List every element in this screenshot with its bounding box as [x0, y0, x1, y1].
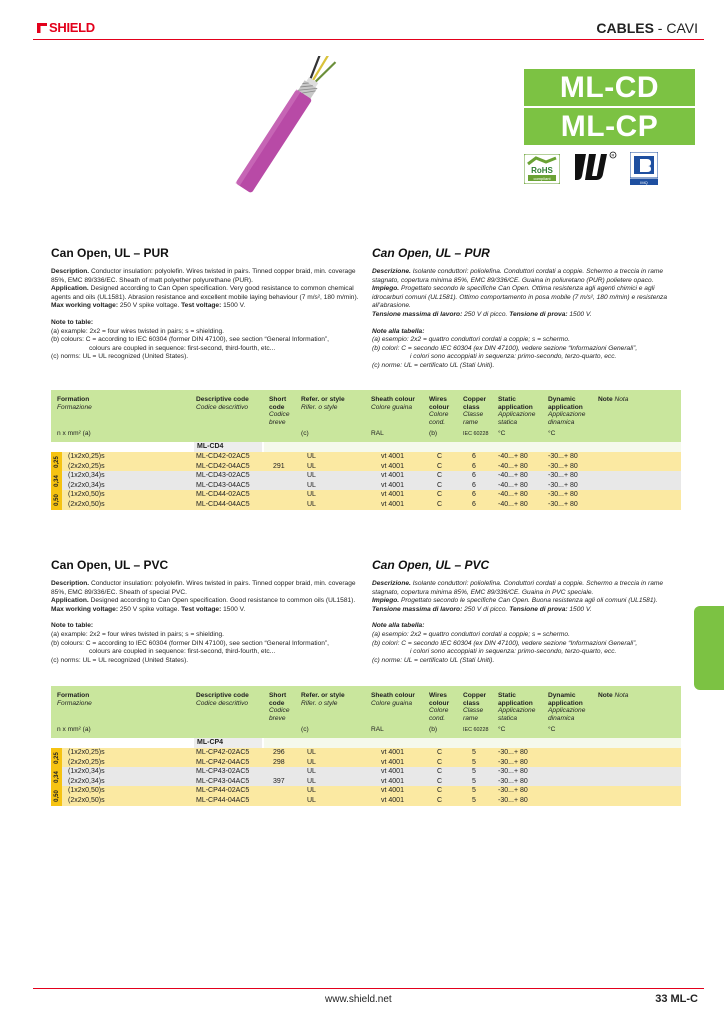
note-a: (a) example: 2x2 = four wires twisted in pairs; s = shielding.: [51, 327, 224, 335]
sec1-body-en: [51, 268, 359, 362]
table-header: [51, 686, 681, 738]
th-code: Descriptive code Codice descrittivo: [196, 692, 249, 707]
mwv-label: Tensione massima di lavoro:: [372, 605, 463, 613]
table-body: [51, 452, 681, 510]
note-c: (c) norme: UL = certificato UL (Stati Uniti).: [372, 361, 495, 369]
cell-formation: (2x2x0,50)s: [68, 500, 105, 508]
cell-code: ML-CD42-02AC5: [196, 453, 250, 460]
desc-label: Description.: [51, 580, 90, 587]
cell-static: -30...+ 80: [498, 768, 528, 776]
app-text: Progettato secondo le specifiche Can Open. Ottima resistenza agli agenti chimici e agli idrocarburi comuni (UL1581). Ottimo comportamento in posa mobile (7 m/s², 180 m/min) e resistenza all’abrasione.: [372, 285, 668, 310]
logo-text: SHIELD: [49, 20, 95, 35]
cell-dynamic: -30...+ 80: [548, 472, 578, 480]
cell-wires: C: [437, 777, 443, 785]
sec1-title-it: Can Open, UL – PUR: [372, 246, 490, 260]
cell-code: ML-CD44-02AC5: [196, 491, 250, 499]
table-row: [51, 777, 681, 787]
cell-formation: (1x2x0,50)s: [68, 491, 105, 499]
note-c: (c) norme: UL = certificato UL (Stati Uniti).: [372, 656, 495, 664]
cell-static: -40...+ 80: [498, 462, 528, 470]
cell-short: 298: [273, 758, 285, 766]
mwv-label: Max working voltage:: [51, 605, 119, 613]
page-number: 33 ML-C: [655, 993, 698, 1005]
tv-text: 1500 V.: [567, 605, 592, 613]
app-label: Application.: [51, 597, 89, 605]
th-static: Static application Applicazione statica: [498, 692, 536, 722]
note-b2: i colori sono accoppiati in sequenza: primo-secondo, terzo-quarto, ecc.: [410, 648, 617, 656]
svg-text:R: R: [611, 152, 615, 158]
cell-sheath: vt 4001: [381, 481, 404, 489]
mwv-text: 250 V spike voltage.: [118, 605, 182, 613]
cell-formation: (1x2x0,34)s: [68, 472, 105, 480]
cell-wires: C: [437, 796, 443, 804]
app-label: Application.: [51, 285, 89, 293]
section-size-label: [51, 452, 62, 471]
cell-sheath: vt 4001: [381, 787, 404, 795]
cell-formation: (2x2x0,25)s: [68, 462, 105, 470]
th-sheath: Sheath colour Colore guaina: [371, 396, 415, 411]
cell-copper: 5: [472, 777, 476, 785]
cell-ref: UL: [307, 472, 316, 480]
category-heading: [596, 20, 698, 36]
table-row: [51, 767, 681, 777]
section-size-text: 0,25: [53, 751, 60, 764]
cell-code: ML-CD43-04AC5: [196, 481, 250, 489]
section-tab[interactable]: [694, 606, 724, 690]
cell-wires: C: [437, 500, 443, 508]
desc-text: Conductor insulation: polyolefin. Wires twisted in pairs. Tinned copper braid, min. coverage 85%, EMC 89/336/EC. Sheath of special PVC.: [51, 580, 356, 596]
mwv-text: 250 V spike voltage.: [118, 302, 182, 310]
tv-label: Test voltage:: [181, 605, 222, 613]
cell-copper: 6: [472, 500, 476, 508]
desc-label: Description.: [51, 268, 90, 275]
sec1-body-it: [372, 268, 682, 371]
cell-ref: UL: [307, 768, 316, 776]
cell-static: -40...+ 80: [498, 491, 528, 499]
cell-copper: 5: [472, 749, 476, 756]
section-size-text: 0,34: [53, 770, 60, 783]
th-code: Descriptive code Codice descrittivo: [196, 396, 249, 411]
desc-text: Isolante conduttori: poliolefina. Conduttori cordati a coppie. Schermo a treccia in rame stagnato, copertura minima 85%, EMC 89/336/CE. Guaina in poliuretano (PUR) polietere opaco.: [372, 268, 664, 284]
cell-sheath: vt 4001: [381, 491, 404, 499]
app-label: Impiego.: [372, 597, 400, 605]
sec2-body-en: [51, 580, 359, 665]
cell-wires: C: [437, 758, 443, 766]
note-a: (a) esempio: 2x2 = quattro conduttori cordati a coppie; s = schermo.: [372, 336, 570, 344]
section-size-text: 0,50: [53, 494, 60, 506]
table-row: [51, 758, 681, 768]
th-dynamic: Dynamic application Applicazione dinamica: [548, 692, 586, 722]
cell-sheath: vt 4001: [381, 758, 404, 766]
unit-sheath: RAL: [371, 430, 384, 437]
th-formation: Formation Formazione: [57, 396, 92, 411]
cell-code: ML-CP43-04AC5: [196, 777, 250, 785]
cell-copper: 5: [472, 768, 476, 776]
th-static: Static application Applicazione statica: [498, 396, 536, 426]
th-short: Short code Codice breve: [269, 396, 290, 426]
cell-static: -30...+ 80: [498, 777, 528, 785]
cell-sheath: vt 4001: [381, 777, 404, 785]
desc-text: Isolante conduttori: poliolefina. Conduttori cordati a coppie. Schermo a treccia in rame stagnato, copertura minima 85%, EMC 89/336/CE. Guaina in PVC speciale.: [372, 580, 664, 596]
cell-ref: UL: [307, 758, 316, 766]
table-row: [51, 452, 681, 462]
unit-dynamic: °C: [548, 430, 556, 437]
title-ml-cd: ML-CD: [524, 69, 695, 106]
family-row: [51, 738, 681, 748]
section-size-text: 0,50: [53, 790, 60, 802]
footer-divider: [33, 988, 704, 989]
cell-ref: UL: [307, 453, 316, 460]
tv-text: 1500 V.: [567, 310, 592, 318]
unit-sheath: RAL: [371, 726, 384, 733]
cell-copper: 6: [472, 491, 476, 499]
imq-text: IMQ: [640, 180, 648, 185]
cell-copper: 5: [472, 796, 476, 804]
family-label: ML-CD4: [197, 443, 224, 450]
cell-wires: C: [437, 749, 443, 756]
cell-wires: C: [437, 787, 443, 795]
cell-formation: (1x2x0,25)s: [68, 749, 105, 756]
th-wires: Wires colour Colore cond.: [429, 396, 450, 426]
th-refer: Refer. or style Rifer. o style: [301, 396, 345, 411]
th-short: Short code Codice breve: [269, 692, 290, 722]
cell-formation: (1x2x0,50)s: [68, 787, 105, 795]
footer-url[interactable]: www.shield.net: [325, 994, 392, 1005]
rohs-text: RoHS: [531, 166, 553, 175]
mwv-label: Max working voltage:: [51, 302, 119, 310]
unit-static: °C: [498, 726, 506, 733]
note-label: Note alla tabella:: [372, 327, 425, 335]
cell-static: -30...+ 80: [498, 787, 528, 795]
mwv-label: Tensione massima di lavoro:: [372, 310, 463, 318]
th-refer: Refer. or style Rifer. o style: [301, 692, 345, 707]
cell-ref: UL: [307, 749, 316, 756]
cell-formation: (2x2x0,34)s: [68, 481, 105, 489]
th-wires: Wires colour Colore cond.: [429, 692, 450, 722]
rohs-sub-text: compliant: [533, 176, 551, 181]
cell-static: -40...+ 80: [498, 472, 528, 480]
cell-sheath: vt 4001: [381, 453, 404, 460]
cell-ref: UL: [307, 462, 316, 470]
section-size-text: 0,34: [53, 474, 60, 487]
tv-label: Tensione di prova:: [509, 310, 568, 318]
th-copper: Copper class Classe rame: [463, 396, 487, 426]
cell-copper: 6: [472, 481, 476, 489]
cell-wires: C: [437, 491, 443, 499]
table-row: [51, 471, 681, 481]
cell-formation: (1x2x0,25)s: [68, 453, 105, 460]
note-b: (b) colours: C = according to IEC 60304 (former DIN 47100), see section “General Information”,: [51, 336, 329, 344]
cell-static: -30...+ 80: [498, 796, 528, 804]
app-text: Progettato secondo le specifiche Can Open. Buona resistenza agli oli comuni (UL1581).: [399, 597, 658, 605]
note-a: (a) esempio: 2x2 = quattro conduttori cordati a coppie; s = schermo.: [372, 630, 570, 638]
shield-logo-mark-icon: [37, 23, 47, 33]
table-ml-cp: [51, 686, 681, 806]
unit-copper: IEC 60228: [463, 727, 489, 733]
section-size-label: [51, 786, 62, 805]
desc-label: Descrizione.: [372, 580, 411, 587]
cell-code: ML-CD43-02AC5: [196, 472, 250, 480]
tv-text: 1500 V.: [221, 302, 246, 310]
sec1-title-en: Can Open, UL – PUR: [51, 246, 169, 260]
tv-label: Test voltage:: [181, 302, 222, 310]
table-row: [51, 786, 681, 796]
note-b: (b) colours: C = according to IEC 60304 (former DIN 47100), see section “General Information”,: [51, 639, 329, 647]
cell-copper: 5: [472, 787, 476, 795]
cell-sheath: vt 4001: [381, 472, 404, 480]
cell-code: ML-CD42-04AC5: [196, 462, 250, 470]
cell-static: -30...+ 80: [498, 749, 528, 756]
cell-wires: C: [437, 472, 443, 480]
mwv-text: 250 V di picco.: [462, 310, 510, 318]
unit-refer: (c): [301, 430, 309, 437]
cell-static: -30...+ 80: [498, 758, 528, 766]
note-b2: i colori sono accoppiati in sequenza: primo-secondo, terzo-quarto, ecc.: [410, 353, 617, 361]
unit-refer: (c): [301, 726, 309, 733]
cell-code: ML-CD44-04AC5: [196, 500, 250, 508]
unit-formation: n x mm² (a): [57, 726, 91, 733]
cable-image: [220, 56, 360, 204]
unit-static: °C: [498, 430, 506, 437]
cell-ref: UL: [307, 777, 316, 785]
shield-logo: [37, 20, 95, 35]
th-sheath: Sheath colour Colore guaina: [371, 692, 415, 707]
cell-sheath: vt 4001: [381, 462, 404, 470]
mwv-text: 250 V di picco.: [462, 605, 510, 613]
note-label: Note to table:: [51, 318, 94, 326]
cell-sheath: vt 4001: [381, 500, 404, 508]
th-note: Note Nota: [598, 692, 629, 699]
cell-formation: (2x2x0,25)s: [68, 758, 105, 766]
cell-dynamic: -30...+ 80: [548, 453, 578, 460]
unit-copper: IEC 60228: [463, 431, 489, 437]
cell-formation: (2x2x0,50)s: [68, 796, 105, 804]
cable-sheath: [235, 89, 312, 193]
note-b2: colours are coupled in sequence: first-second, third-fourth, etc...: [89, 344, 276, 352]
cell-code: ML-CP44-02AC5: [196, 787, 250, 795]
cell-ref: UL: [307, 491, 316, 499]
section-size-label: [51, 471, 62, 490]
cell-sheath: vt 4001: [381, 749, 404, 756]
cell-ref: UL: [307, 500, 316, 508]
th-formation: Formation Formazione: [57, 692, 92, 707]
table-row: [51, 748, 681, 758]
th-note: Note Nota: [598, 396, 629, 403]
table-row: [51, 500, 681, 510]
sec2-body-it: [372, 580, 682, 665]
imq-mark-icon: [630, 152, 658, 186]
note-label: Note to table:: [51, 622, 94, 630]
category-rest: - CAVI: [653, 20, 698, 36]
cell-static: -40...+ 80: [498, 453, 528, 460]
table-body: [51, 748, 681, 806]
cell-short: 296: [273, 749, 285, 756]
cell-dynamic: -30...+ 80: [548, 481, 578, 489]
note-b: (b) colori: C = secondo IEC 60304 (ex DIN 47100), vedere sezione “Informazioni Generali”,: [372, 639, 638, 647]
cell-sheath: vt 4001: [381, 768, 404, 776]
cell-formation: (1x2x0,34)s: [68, 768, 105, 776]
cell-code: ML-CP42-04AC5: [196, 758, 250, 766]
section-size-label: [51, 490, 62, 509]
cell-wires: C: [437, 481, 443, 489]
table-row: [51, 481, 681, 491]
cable-sheath-highlight: [235, 89, 300, 186]
cell-copper: 6: [472, 462, 476, 470]
unit-wires: (b): [429, 430, 438, 437]
note-c: (c) norms: UL = UL recognized (United States).: [51, 353, 189, 361]
table-header: [51, 390, 681, 442]
cell-formation: (2x2x0,34)s: [68, 777, 105, 785]
rohs-badge-icon: [524, 154, 560, 184]
sec2-title-it: Can Open, UL – PVC: [372, 558, 490, 572]
table-row: [51, 462, 681, 472]
app-text: Designed according to Can Open specification. Good resistance to common oils (UL1581).: [88, 597, 356, 605]
note-c: (c) norms: UL = UL recognized (United States).: [51, 656, 189, 664]
sec2-title-en: Can Open, UL – PVC: [51, 558, 169, 572]
cell-copper: 6: [472, 472, 476, 480]
family-label: ML-CP4: [197, 739, 224, 746]
cell-wires: C: [437, 462, 443, 470]
cell-dynamic: -30...+ 80: [548, 462, 578, 470]
note-b2: colours are coupled in sequence: first-second, third-fourth, etc...: [89, 648, 276, 656]
family-row: [51, 442, 681, 452]
cell-short: 291: [273, 462, 285, 470]
section-size-label: [51, 767, 62, 786]
table-ml-cd: [51, 390, 681, 510]
unit-formation: n x mm² (a): [57, 430, 91, 437]
cell-dynamic: -30...+ 80: [548, 491, 578, 499]
cell-wires: C: [437, 453, 443, 460]
cell-wires: C: [437, 768, 443, 776]
table-row: [51, 490, 681, 500]
desc-label: Descrizione.: [372, 268, 411, 275]
table-row: [51, 796, 681, 806]
ul-recognized-icon: [572, 150, 618, 182]
tv-text: 1500 V.: [221, 605, 246, 613]
cell-copper: 6: [472, 453, 476, 460]
tv-label: Tensione di prova:: [509, 605, 568, 613]
app-label: Impiego.: [372, 285, 400, 293]
note-b: (b) colori: C = secondo IEC 60304 (ex DIN 47100), vedere sezione “Informazioni Generali”,: [372, 344, 638, 352]
unit-wires: (b): [429, 726, 438, 733]
unit-dynamic: °C: [548, 726, 556, 733]
app-text: Designed according to Can Open specification. Very good resistance to common chemical agents and oils (UL1581). Abrasion resistance and excellent mobile laying behaviour (7 m/s², 180 m/min).: [51, 285, 359, 301]
desc-text: Conductor insulation: polyolefin. Wires twisted in pairs. Tinned copper braid, min. coverage 85%, EMC 89/336/EC. Sheath of matt polyether polyurethane (PUR).: [51, 268, 356, 284]
cell-ref: UL: [307, 796, 316, 804]
th-copper: Copper class Classe rame: [463, 692, 487, 722]
cell-code: ML-CP43-02AC5: [196, 768, 250, 776]
category-bold: CABLES: [596, 20, 654, 36]
title-ml-cp: ML-CP: [524, 108, 695, 145]
cell-static: -40...+ 80: [498, 500, 528, 508]
th-dynamic: Dynamic application Applicazione dinamica: [548, 396, 586, 426]
note-a: (a) example: 2x2 = four wires twisted in pairs; s = shielding.: [51, 630, 224, 638]
header-divider: [33, 39, 704, 40]
cell-code: ML-CP42-02AC5: [196, 749, 250, 756]
cell-ref: UL: [307, 787, 316, 795]
cell-sheath: vt 4001: [381, 796, 404, 804]
cell-code: ML-CP44-04AC5: [196, 796, 250, 804]
note-label: Note alla tabella:: [372, 622, 425, 630]
cell-short: 397: [273, 777, 285, 785]
section-size-label: [51, 748, 62, 767]
cell-copper: 5: [472, 758, 476, 766]
section-size-text: 0,25: [53, 455, 60, 468]
cell-static: -40...+ 80: [498, 481, 528, 489]
cell-ref: UL: [307, 481, 316, 489]
cell-dynamic: -30...+ 80: [548, 500, 578, 508]
